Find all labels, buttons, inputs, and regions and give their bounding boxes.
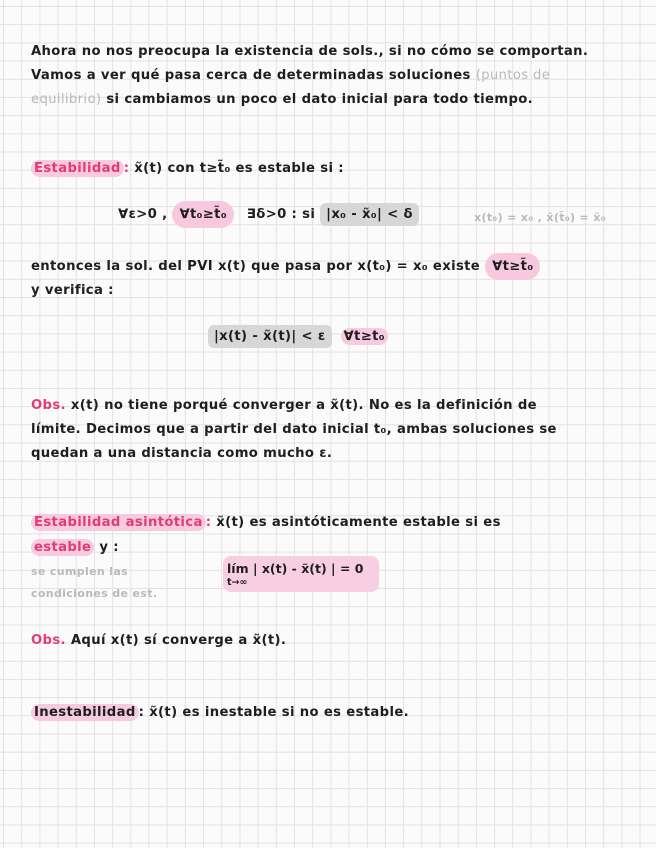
limit-subscript: t→∞ (227, 577, 248, 588)
asintotica-gray-text-1: se cumplen las (31, 565, 129, 578)
obs1-text-2: límite. Decimos que a partir del dato inicial t₀, ambas soluciones se (31, 422, 557, 437)
then-for-all-t: ∀t≥t̃₀ (485, 253, 540, 280)
asintotica-gray-1 (31, 565, 128, 578)
inestabilidad-sep: : (138, 705, 145, 720)
then-text-3: y verifica : (31, 283, 114, 298)
estabilidad-heading-line (31, 161, 344, 176)
intro-text-3: si cambiamos un poco el dato inicial para todo tiempo. (106, 92, 534, 107)
obs2-label: Obs. (31, 633, 66, 648)
obs1-text-1: x(t) no tiene porqué converger a x̃(t). No es la definición de (70, 398, 537, 413)
asintotica-gray-2 (31, 587, 157, 600)
obs1-line-3 (31, 446, 332, 461)
estabilidad-sep: : (123, 161, 130, 176)
limit-expression: lím | x(t) - x̃(t) | = 0 (227, 561, 364, 576)
obs2-line (31, 633, 286, 648)
inestabilidad-line (31, 705, 409, 720)
obs1-line-1 (31, 398, 537, 413)
inequality-for-all: ∀t≥t₀ (341, 328, 388, 345)
stability-inequality (208, 329, 388, 344)
estabilidad-title: Estabilidad (31, 160, 124, 177)
asintotica-sep: : (205, 515, 212, 530)
obs1-line-2 (31, 422, 557, 437)
asintotica-title: Estabilidad asintótica (31, 514, 206, 531)
intro-text-1: Ahora no nos preocupa la existencia de sols., si no cómo se comportan. (31, 44, 589, 59)
asintotica-estable: estable (31, 539, 94, 556)
obs1-text-3: quedan a una distancia como mucho ε. (31, 446, 333, 461)
then-text-1: entonces la sol. del PVI x(t) que pasa por x(t₀) = x₀ existe (31, 259, 481, 274)
intro-line-2 (31, 68, 550, 83)
inestabilidad-rest: x̃(t) es inestable si no es estable. (149, 705, 409, 720)
intro-line-1 (31, 44, 588, 59)
estabilidad-rest: x̃(t) con t≥t̃₀ es estable si : (134, 161, 344, 176)
limit-formula (223, 556, 379, 592)
asintotica-heading-line (31, 515, 501, 530)
obs2-text: Aquí x(t) sí converge a x̃(t). (70, 633, 287, 648)
inestabilidad-title: Inestabilidad (31, 704, 139, 721)
intro-line-3 (31, 92, 533, 107)
asintotica-rest: x̃(t) es asintóticamente estable si es (216, 515, 501, 530)
asintotica-line-2 (31, 540, 119, 555)
initial-conditions-note-text: x(t₀) = x₀ , x̃(t̃₀) = x̃₀ (474, 211, 606, 224)
stability-condition (118, 207, 419, 222)
cond-t0: ∀t₀≥t̃₀ (172, 201, 234, 228)
then-line-2 (31, 283, 114, 298)
inequality-box: |x(t) - x̃(t)| < ε (208, 325, 332, 348)
obs1-label: Obs. (31, 398, 66, 413)
intro-gray-3: equilibrio) (31, 92, 102, 107)
intro-text-2: Vamos a ver qué pasa cerca de determinadas soluciones (31, 68, 471, 83)
asintotica-y: y : (99, 540, 119, 555)
cond-epsilon: ∀ε>0 , (118, 207, 168, 222)
asintotica-gray-text-2: condiciones de est. (31, 587, 158, 600)
then-line-1 (31, 259, 540, 274)
cond-delta: ∃δ>0 : si (246, 207, 316, 222)
intro-gray-2: (puntos de (475, 68, 551, 83)
cond-initial-distance: |x₀ - x̃₀| < δ (320, 203, 419, 226)
initial-conditions-note (474, 211, 606, 224)
